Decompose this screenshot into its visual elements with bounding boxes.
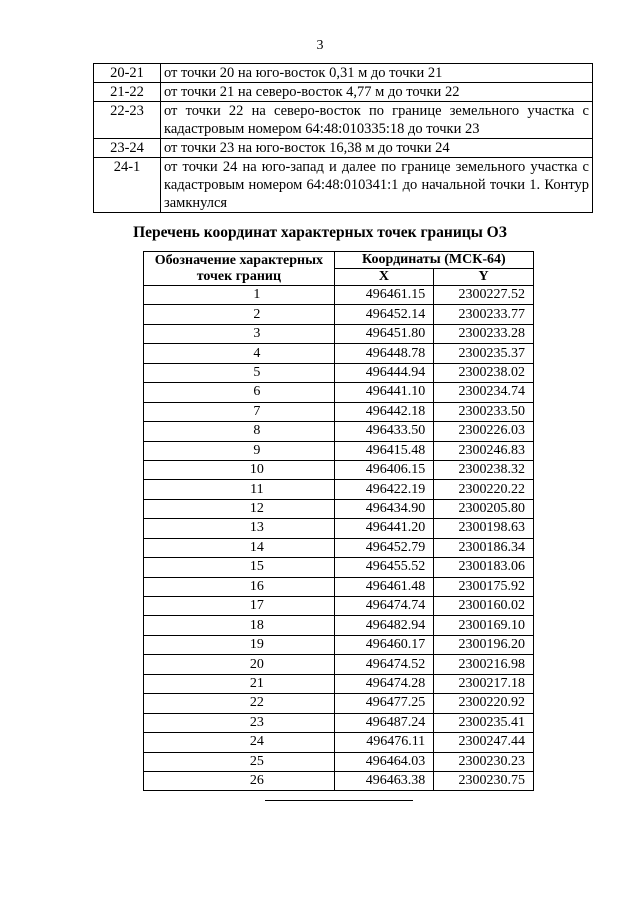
coord-y: 2300246.83 <box>434 441 534 460</box>
coord-x: 496451.80 <box>334 324 433 343</box>
point-number: 6 <box>144 383 335 402</box>
table-row <box>144 460 534 479</box>
coord-x: 496434.90 <box>334 499 433 518</box>
table-row <box>144 694 534 713</box>
point-number: 22 <box>144 694 335 713</box>
coord-x: 496406.15 <box>334 460 433 479</box>
coord-x: 496477.25 <box>334 694 433 713</box>
coord-x: 496474.74 <box>334 597 433 616</box>
segment-description: от точки 23 на юго-восток 16,38 м до точки 24 <box>161 139 593 158</box>
coord-y: 2300169.10 <box>434 616 534 635</box>
point-number: 25 <box>144 752 335 771</box>
header-x: X <box>334 269 433 286</box>
table-row <box>144 635 534 654</box>
point-number: 17 <box>144 597 335 616</box>
coord-y: 2300220.22 <box>434 480 534 499</box>
table-row <box>144 383 534 402</box>
segment-description: от точки 20 на юго-восток 0,31 м до точки 21 <box>161 64 593 83</box>
coord-x: 496463.38 <box>334 771 433 790</box>
point-number: 18 <box>144 616 335 635</box>
coord-y: 2300235.37 <box>434 344 534 363</box>
table-row <box>144 402 534 421</box>
coord-x: 496422.19 <box>334 480 433 499</box>
table-row <box>144 616 534 635</box>
point-number: 24 <box>144 733 335 752</box>
table-row <box>144 558 534 577</box>
point-number: 14 <box>144 538 335 557</box>
segment-description: от точки 22 на северо-восток по границе земельного участка с кадастровым номером 64:48:010335:18 до точки 23 <box>161 102 593 139</box>
point-number: 26 <box>144 771 335 790</box>
table-row <box>144 344 534 363</box>
coord-y: 2300196.20 <box>434 635 534 654</box>
table-row <box>144 499 534 518</box>
point-number: 3 <box>144 324 335 343</box>
coord-y: 2300238.32 <box>434 460 534 479</box>
coord-x: 496441.20 <box>334 519 433 538</box>
coord-x: 496487.24 <box>334 713 433 732</box>
coord-x: 496452.79 <box>334 538 433 557</box>
coord-y: 2300226.03 <box>434 422 534 441</box>
point-number: 16 <box>144 577 335 596</box>
point-number: 8 <box>144 422 335 441</box>
segment-row <box>94 139 593 158</box>
segment-row <box>94 102 593 139</box>
coord-y: 2300160.02 <box>434 597 534 616</box>
point-number: 12 <box>144 499 335 518</box>
coord-y: 2300230.75 <box>434 771 534 790</box>
coord-x: 496433.50 <box>334 422 433 441</box>
table-row <box>144 422 534 441</box>
table-row <box>144 324 534 343</box>
table-row <box>144 597 534 616</box>
point-number: 15 <box>144 558 335 577</box>
point-number: 13 <box>144 519 335 538</box>
coord-x: 496482.94 <box>334 616 433 635</box>
point-number: 5 <box>144 363 335 382</box>
point-number: 19 <box>144 635 335 654</box>
coord-y: 2300216.98 <box>434 655 534 674</box>
table-row <box>144 441 534 460</box>
table-row <box>144 480 534 499</box>
coord-x: 496474.28 <box>334 674 433 693</box>
point-number: 7 <box>144 402 335 421</box>
segment-id: 23-24 <box>94 139 161 158</box>
coord-y: 2300183.06 <box>434 558 534 577</box>
point-number: 11 <box>144 480 335 499</box>
coord-x: 496460.17 <box>334 635 433 654</box>
coord-x: 496455.52 <box>334 558 433 577</box>
coord-y: 2300247.44 <box>434 733 534 752</box>
point-number: 20 <box>144 655 335 674</box>
table-row <box>144 733 534 752</box>
header-coordinates: Координаты (МСК-64) <box>334 252 533 269</box>
coord-y: 2300175.92 <box>434 577 534 596</box>
footer-divider <box>265 800 413 801</box>
table-row <box>144 674 534 693</box>
segment-row <box>94 158 593 213</box>
coord-y: 2300233.28 <box>434 324 534 343</box>
table-row <box>144 363 534 382</box>
header-y: Y <box>434 269 534 286</box>
page-number: 3 <box>316 38 324 53</box>
coordinates-table <box>143 251 534 791</box>
coord-x: 496476.11 <box>334 733 433 752</box>
point-number: 9 <box>144 441 335 460</box>
segment-id: 24-1 <box>94 158 161 213</box>
table-row <box>144 286 534 305</box>
coord-y: 2300217.18 <box>434 674 534 693</box>
segment-id: 22-23 <box>94 102 161 139</box>
segment-description-table <box>93 63 593 213</box>
table-row <box>144 538 534 557</box>
coord-y: 2300234.74 <box>434 383 534 402</box>
coord-x: 496444.94 <box>334 363 433 382</box>
coord-y: 2300238.02 <box>434 363 534 382</box>
coord-y: 2300205.80 <box>434 499 534 518</box>
point-number: 1 <box>144 286 335 305</box>
segment-row <box>94 64 593 83</box>
table-row <box>144 577 534 596</box>
point-number: 10 <box>144 460 335 479</box>
segment-row <box>94 83 593 102</box>
coord-x: 496464.03 <box>334 752 433 771</box>
coord-x: 496452.14 <box>334 305 433 324</box>
point-number: 23 <box>144 713 335 732</box>
point-number: 4 <box>144 344 335 363</box>
coord-y: 2300220.92 <box>434 694 534 713</box>
segment-rows <box>94 64 593 213</box>
coord-y: 2300233.50 <box>434 402 534 421</box>
table-row <box>144 519 534 538</box>
coord-x: 496474.52 <box>334 655 433 674</box>
coord-y: 2300186.34 <box>434 538 534 557</box>
table-row <box>144 655 534 674</box>
point-number: 2 <box>144 305 335 324</box>
coord-x: 496461.48 <box>334 577 433 596</box>
segment-id: 21-22 <box>94 83 161 102</box>
coord-y: 2300233.77 <box>434 305 534 324</box>
header-point-designation: Обозначение характерных точек границ <box>144 252 335 286</box>
coordinate-rows <box>144 286 534 791</box>
segment-description: от точки 21 на северо-восток 4,77 м до точки 22 <box>161 83 593 102</box>
coord-x: 496441.10 <box>334 383 433 402</box>
table-row <box>144 752 534 771</box>
coordinates-title: Перечень координат характерных точек границы ОЗ <box>133 224 507 241</box>
coord-y: 2300227.52 <box>434 286 534 305</box>
table-row <box>144 713 534 732</box>
table-row <box>144 305 534 324</box>
coord-y: 2300198.63 <box>434 519 534 538</box>
table-row <box>144 771 534 790</box>
coord-x: 496461.15 <box>334 286 433 305</box>
coord-x: 496448.78 <box>334 344 433 363</box>
coord-x: 496415.48 <box>334 441 433 460</box>
segment-id: 20-21 <box>94 64 161 83</box>
coord-y: 2300230.23 <box>434 752 534 771</box>
coord-y: 2300235.41 <box>434 713 534 732</box>
point-number: 21 <box>144 674 335 693</box>
segment-description: от точки 24 на юго-запад и далее по границе земельного участка с кадастровым номером 64:48:010341:1 до начальной точки 1. Контур замкнулся <box>161 158 593 213</box>
coord-x: 496442.18 <box>334 402 433 421</box>
